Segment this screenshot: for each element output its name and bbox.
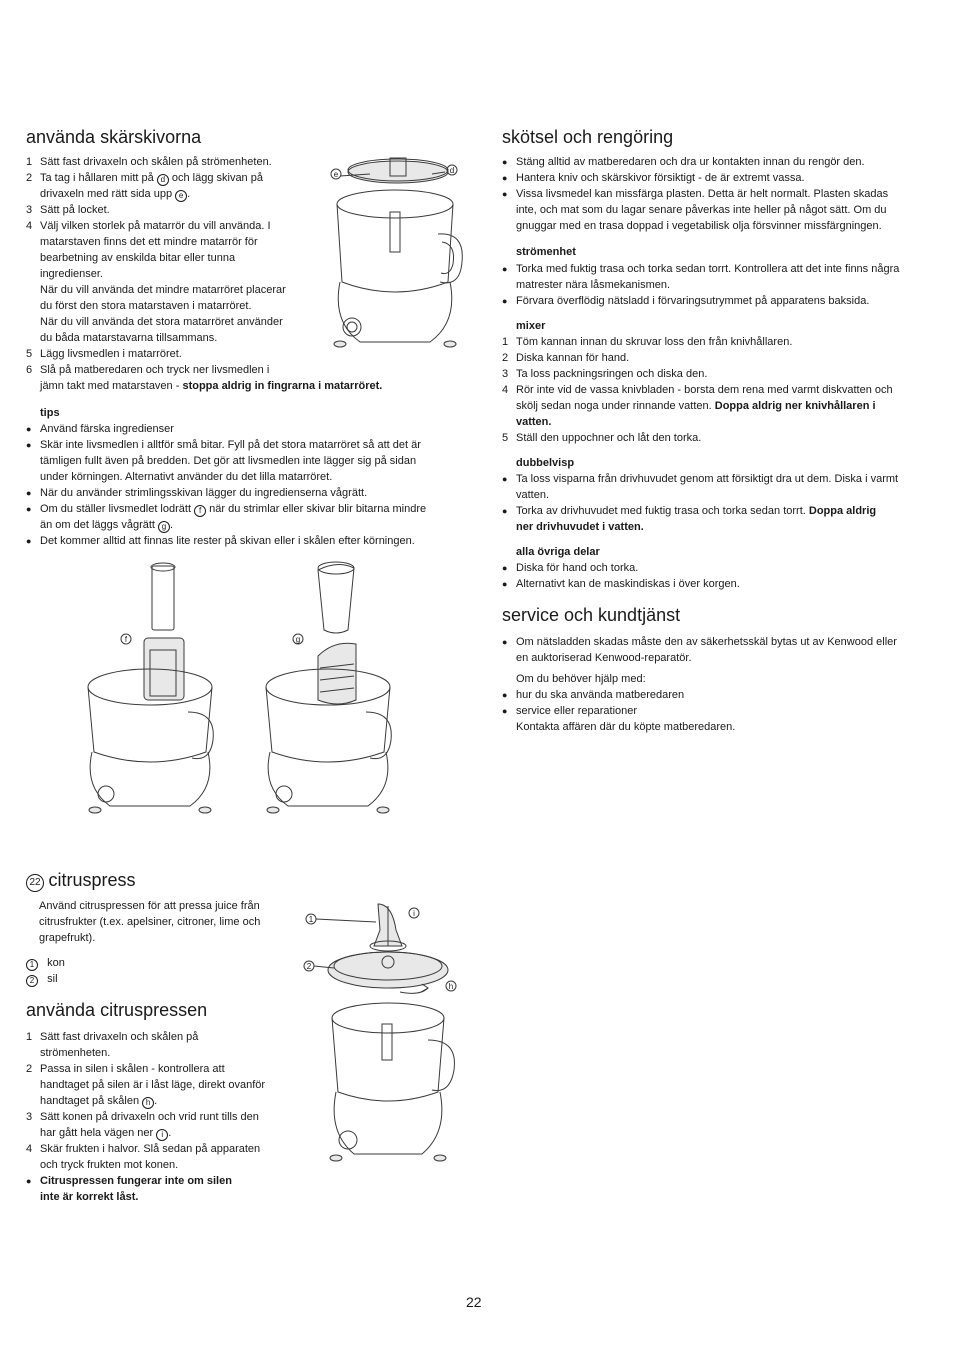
list-item: ● Citruspressen fungerar inte om silen inte är korrekt låst. [26,1173,296,1205]
svg-text:2: 2 [306,962,312,971]
list-item: 4 Välj vilken storlek på matarrör du vill använda. I matarstaven finns det ett mindre matarrör för bearbetning av enskilda bitar eller tunna ingredienser. När du vill använda det mindre matarröret placerar du först den stora matarstaven i matarröret. När du vill använda det stora matarröret använder du båda matarstavarna tillsammans. [26,220,286,344]
callout-g [293,634,303,644]
callout-h [446,981,456,991]
callout-f [121,634,131,644]
list-item: ● När du använder strimlingsskivan lägger du ingredienserna vågrätt. [26,485,456,501]
callout-e-label: e [333,170,339,179]
help-note: Kontakta affären där du köpte matberedaren. [516,721,736,733]
other-heading: alla övriga delar [516,546,600,558]
list-item: 5 Ställ den uppochner och låt den torka. [502,432,702,444]
list-item: 2 Ta tag i hållaren mitt på d och lägg skivan på drivaxeln med rätt sida upp e . [26,172,263,200]
power-heading: strömenhet [516,246,576,258]
heading-service: service och kundtjänst [502,605,681,625]
list-item: 1 Sätt fast drivaxeln och skålen på strömenheten. [26,156,272,168]
callout-e [331,169,341,179]
citrus-heading-row [26,869,135,892]
citrus-press-illustration [300,900,470,1180]
list-item: 6 Slå på matberedaren och tryck ner livsmedlen i jämn takt med matarstaven - stoppa aldrig in fingrarna i matarröret. [26,364,383,392]
callout-d-marker: d [157,174,169,186]
food-processor-disc-illustration [320,152,470,362]
list-item: ● Diska för hand och torka. [502,560,932,576]
list-item: 2 sil [26,971,65,987]
help-intro: Om du behöver hjälp med: [516,673,646,685]
heading-use-citrus: använda citruspressen [26,1000,208,1020]
list-item: 1 Töm kannan innan du skruvar loss den från knivhållaren. [502,336,793,348]
callout-f-marker: f [194,505,206,517]
callout-d-label: d [449,166,455,175]
tips-heading: tips [40,407,60,419]
callout-e-marker: e [175,190,187,202]
list-item: ● Torka av drivhuvudet med fuktig trasa och torka sedan torrt. Doppa aldrig ner drivhuvudet i vatten. [502,503,932,535]
callout-g-marker: g [158,521,170,533]
tips-list [26,421,456,549]
feed-tube-vertical-illustration [80,562,220,822]
list-item: ● service eller reparationer [502,703,932,719]
feed-tube-horizontal-illustration [258,560,398,822]
citrus-intro: Använd citruspressen för att pressa juice från citrusfrukter (t.ex. apelsiner, citroner, lime och grapefrukt). [39,900,261,944]
list-item: ● Om du ställer livsmedlet lodrätt f när du strimlar eller skivar blir bitarna mindre än om det läggs vågrätt g . [26,501,456,533]
list-item: 4 Rör inte vid de vassa knivbladen - borsta dem rena med varmt diskvatten och skölj sedan noga under rinnande vatten. Doppa aldrig ner knivhållaren i vatten. [502,384,893,428]
citrus-warning [26,1173,296,1205]
list-item: 1 Sätt fast drivaxeln och skålen på strömenheten. [26,1031,199,1059]
svg-text:h: h [448,982,454,991]
heading-citrus: citruspress [48,870,136,890]
list-item: 3 Ta loss packningsringen och diska den. [502,368,708,380]
callout-i [409,908,419,918]
section-number-badge: 22 [26,874,44,892]
callout-1 [306,914,376,924]
callout-g-label: g [295,635,301,644]
list-item: 4 Skär frukten i halvor. Slå sedan på apparaten och tryck frukten mot konen. [26,1143,261,1171]
power-list [502,261,932,309]
mixer-heading: mixer [516,320,546,332]
citrus-steps [26,1029,296,1173]
list-item: ● hur du ska använda matberedaren [502,687,932,703]
list-item: 2 Passa in silen i skålen - kontrollera att handtaget på silen är i låst läge, direkt ovanför handtaget på skålen h . [26,1063,266,1107]
list-item: 2 Diska kannan för hand. [502,352,630,364]
list-item: ● Torka med fuktig trasa och torka sedan torrt. Kontrollera att det inte finns några matrester nära låsmekanismen. [502,261,932,293]
list-item: ● Om nätsladden skadas måste den av säkerhetsskäl bytas ut av Kenwood eller en auktoriserad Kenwood-reparatör. [502,634,932,666]
callout-f-label: f [124,635,128,644]
list-item: ● Skär inte livsmedlen i alltför små bitar. Fyll på det stora matarröret så att det är tämligen fullt även på bredden. Det gör att livsmedlen inte lägger sig på sidan under körningen. Alternativt använder du det lilla matarröret. [26,437,456,485]
help-list [502,687,932,719]
list-item: ● Ta loss visparna från drivhuvudet genom att försiktigt dra ut dem. Diska i varmt vatten. [502,471,932,503]
mixer-steps [502,334,932,446]
list-item: ● Använd färska ingredienser [26,421,456,437]
discs-steps [26,154,383,394]
page-number: 22 [466,1294,482,1310]
citrus-parts [26,955,65,987]
heading-discs: använda skärskivorna [26,127,202,147]
callout-h-marker: h [142,1097,154,1109]
heading-care: skötsel och rengöring [502,127,674,147]
other-list [502,560,932,592]
whisk-heading: dubbelvisp [516,457,575,469]
list-item: ● Stäng alltid av matberedaren och dra ur kontakten innan du rengör den. [502,154,932,170]
care-list [502,154,932,234]
list-item: ● Alternativt kan de maskindiskas i över korgen. [502,576,932,592]
callout-i-marker: i [156,1129,168,1141]
list-item: 3 Sätt konen på drivaxeln och vrid runt tills den har gått hela vägen ner i . [26,1111,259,1139]
whisk-list [502,471,932,535]
svg-text:i: i [413,909,415,918]
svg-text:1: 1 [308,915,314,924]
list-item: ● Förvara överflödig nätsladd i förvaringsutrymmet på apparatens baksida. [502,293,932,309]
list-item: 5 Lägg livsmedlen i matarröret. [26,348,182,360]
list-item: 1 kon [26,955,65,971]
service-list [502,634,932,666]
list-item: ● Vissa livsmedel kan missfärga plasten. Detta är helt normalt. Plasten skadas inte, och mat som du lagar senare påverkas inte heller på något sätt. Om du gnuggar med en trasa doppad i vegetabilisk olja försvinner missfärgningen. [502,186,932,234]
list-item: ● Det kommer alltid att finnas lite rester på skivan eller i skålen efter körningen. [26,533,456,549]
list-item: 3 Sätt på locket. [26,204,110,216]
list-item: ● Hantera kniv och skärskivor försiktigt - de är extremt vassa. [502,170,932,186]
